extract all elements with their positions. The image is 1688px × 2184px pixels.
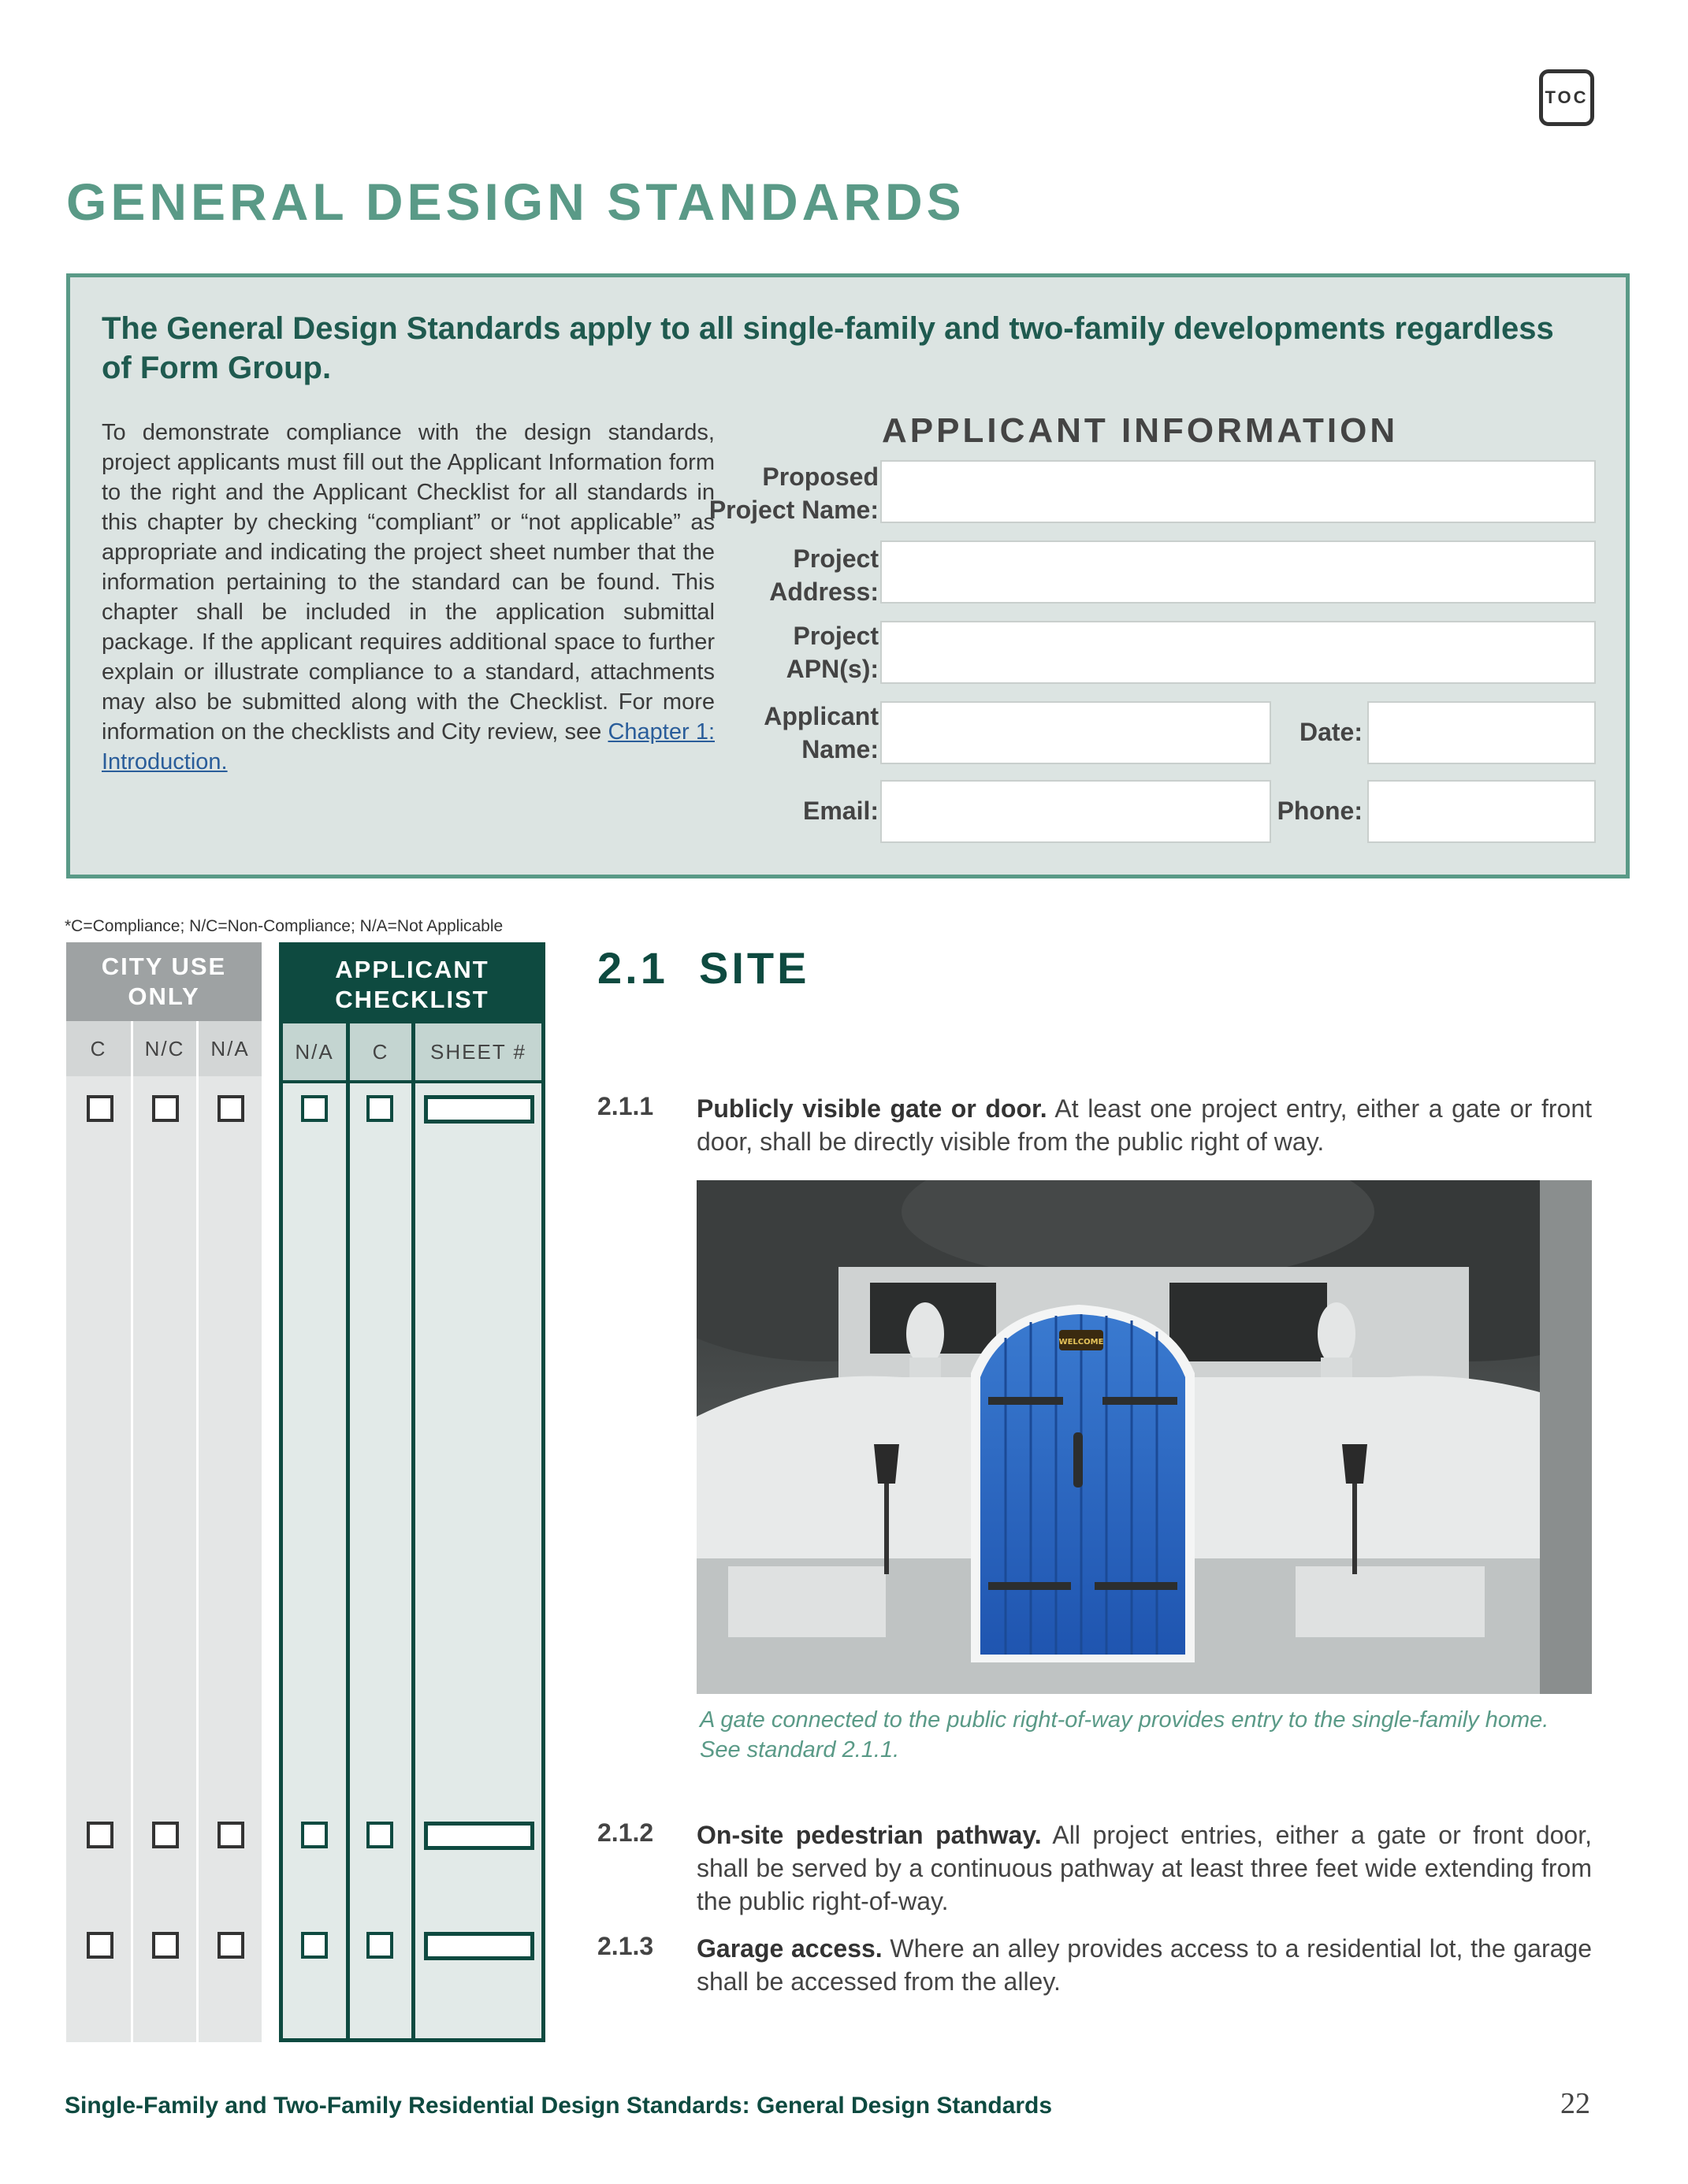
welcome-sign: WELCOME xyxy=(1058,1338,1104,1346)
phone-field[interactable] xyxy=(1367,780,1596,843)
city-c-checkbox-2-1-1[interactable] xyxy=(87,1095,113,1122)
city-use-header-line1: CITY USE xyxy=(101,953,227,980)
city-use-header-line2: ONLY xyxy=(128,982,200,1010)
project-apn-field[interactable] xyxy=(880,621,1596,684)
section-number: 2.1 xyxy=(597,943,668,993)
applicant-checklist-header-line2: CHECKLIST xyxy=(335,986,489,1013)
intro-body: To demonstrate compliance with the design standards, project applicants must fill out the Applicant Information form to the right and the Applicant Checklist for all standards in this chapter by checking “compliant” or “not applicable” as appropriate and indicating the project sheet number that the information pertaining to the standard can be found. This chapter shall be included in the application submittal package. If the applicant requires additional space to further explain or illustrate compliance to a standard, attachments may also be submitted along with the Checklist. For more information on the checklists and City review, see xyxy=(102,420,715,745)
applicant-name-label-line1: Applicant xyxy=(764,702,879,730)
standard-text xyxy=(697,1092,1592,1158)
email-field[interactable] xyxy=(880,780,1271,843)
project-name-field[interactable] xyxy=(880,460,1596,523)
section-heading xyxy=(597,942,809,994)
applicant-c-checkbox-2-1-3[interactable] xyxy=(366,1932,393,1959)
section-title: SITE xyxy=(698,943,810,993)
gate-photo-illustration xyxy=(697,1180,1592,1694)
applicant-c-checkbox-2-1-2[interactable] xyxy=(366,1822,393,1848)
project-name-label xyxy=(697,460,879,526)
city-nc-checkbox-2-1-1[interactable] xyxy=(152,1095,179,1122)
project-name-label-line1: Proposed xyxy=(762,462,879,491)
applicant-divider xyxy=(411,1023,415,2038)
city-col-c: C xyxy=(66,1021,131,1076)
standard-title: Publicly visible gate or door. xyxy=(697,1094,1047,1123)
standard-body: Where an alley provides access to a residential lot, the garage shall be accessed from the alley. xyxy=(697,1934,1593,1996)
applicant-checklist-header xyxy=(283,946,541,1023)
city-na-checkbox-2-1-3[interactable] xyxy=(218,1932,244,1959)
project-address-label xyxy=(697,542,879,608)
photo-caption: A gate connected to the public right-of-way provides entry to the single-family home. See standard 2.1.1. xyxy=(700,1707,1549,1762)
standard-text xyxy=(697,1932,1592,1998)
project-address-label-line1: Project xyxy=(793,544,879,573)
city-divider xyxy=(131,1021,133,2042)
project-address-field[interactable] xyxy=(880,540,1596,604)
applicant-divider xyxy=(346,1023,350,2038)
standard-title: On-site pedestrian pathway. xyxy=(697,1821,1042,1849)
applicant-name-label-line2: Name: xyxy=(801,735,879,763)
applicant-col-c: C xyxy=(350,1023,411,1080)
project-address-label-line2: Address: xyxy=(769,578,879,606)
intro-heading: The General Design Standards apply to all single-family and two-family developments regardless of Form Group. xyxy=(102,311,1554,385)
standard-body: At least one project entry, either a gate or front door, shall be directly visible from the public right of way. xyxy=(697,1094,1593,1156)
applicant-info-title: APPLICANT INFORMATION xyxy=(882,411,1399,450)
gate-photo xyxy=(697,1180,1592,1694)
date-label: Date: xyxy=(1299,718,1363,746)
intro-text xyxy=(102,418,715,777)
applicant-na-checkbox-2-1-3[interactable] xyxy=(301,1932,328,1959)
standard-number: 2.1.2 xyxy=(597,1818,654,1847)
standard-text xyxy=(697,1818,1592,1918)
page-title: GENERAL DESIGN STANDARDS xyxy=(66,173,965,231)
email-label: Email: xyxy=(802,797,879,825)
project-apn-label-line2: APN(s): xyxy=(786,655,879,683)
city-nc-checkbox-2-1-2[interactable] xyxy=(152,1822,179,1848)
toc-button[interactable]: TOC xyxy=(1539,69,1594,126)
phone-label: Phone: xyxy=(1277,797,1363,825)
city-nc-checkbox-2-1-3[interactable] xyxy=(152,1932,179,1959)
applicant-na-checkbox-2-1-2[interactable] xyxy=(301,1822,328,1848)
standard-body: All project entries, either a gate or front door, shall be served by a continuous pathway at least three feet wide extending from the public right-of-way. xyxy=(697,1821,1593,1915)
applicant-c-checkbox-2-1-1[interactable] xyxy=(366,1095,393,1122)
sheet-number-field-2-1-3[interactable] xyxy=(424,1932,534,1960)
city-col-nc: N/C xyxy=(133,1021,196,1076)
date-field[interactable] xyxy=(1367,701,1596,764)
sheet-number-field-2-1-1[interactable] xyxy=(424,1095,534,1124)
legend-note: *C=Compliance; N/C=Non-Compliance; N/A=Not Applicable xyxy=(65,917,504,935)
standard-number: 2.1.3 xyxy=(597,1932,654,1960)
city-na-checkbox-2-1-1[interactable] xyxy=(218,1095,244,1122)
city-col-na: N/A xyxy=(199,1021,262,1076)
applicant-col-na: N/A xyxy=(283,1023,346,1080)
city-divider xyxy=(196,1021,199,2042)
standard-number: 2.1.1 xyxy=(597,1092,654,1120)
page-number: 22 xyxy=(1560,2087,1590,2120)
chapter-1-link[interactable]: Chapter 1: Introduction. xyxy=(102,719,715,774)
standard-title: Garage access. xyxy=(697,1934,883,1963)
city-na-checkbox-2-1-2[interactable] xyxy=(218,1822,244,1848)
project-name-label-line2: Project Name: xyxy=(708,496,879,524)
applicant-name-label xyxy=(697,700,879,766)
applicant-name-field[interactable] xyxy=(880,701,1271,764)
project-apn-label-line1: Project xyxy=(793,622,879,650)
applicant-col-sheet: SHEET # xyxy=(415,1023,541,1080)
project-apn-label xyxy=(697,619,879,685)
city-use-header xyxy=(66,942,262,1021)
footer-text: Single-Family and Two-Family Residential Design Standards: General Design Standards xyxy=(65,2093,1053,2119)
applicant-na-checkbox-2-1-1[interactable] xyxy=(301,1095,328,1122)
city-c-checkbox-2-1-3[interactable] xyxy=(87,1932,113,1959)
sheet-number-field-2-1-2[interactable] xyxy=(424,1822,534,1850)
city-c-checkbox-2-1-2[interactable] xyxy=(87,1822,113,1848)
applicant-checklist-header-line1: APPLICANT xyxy=(335,956,489,983)
intro-box xyxy=(66,273,1630,878)
